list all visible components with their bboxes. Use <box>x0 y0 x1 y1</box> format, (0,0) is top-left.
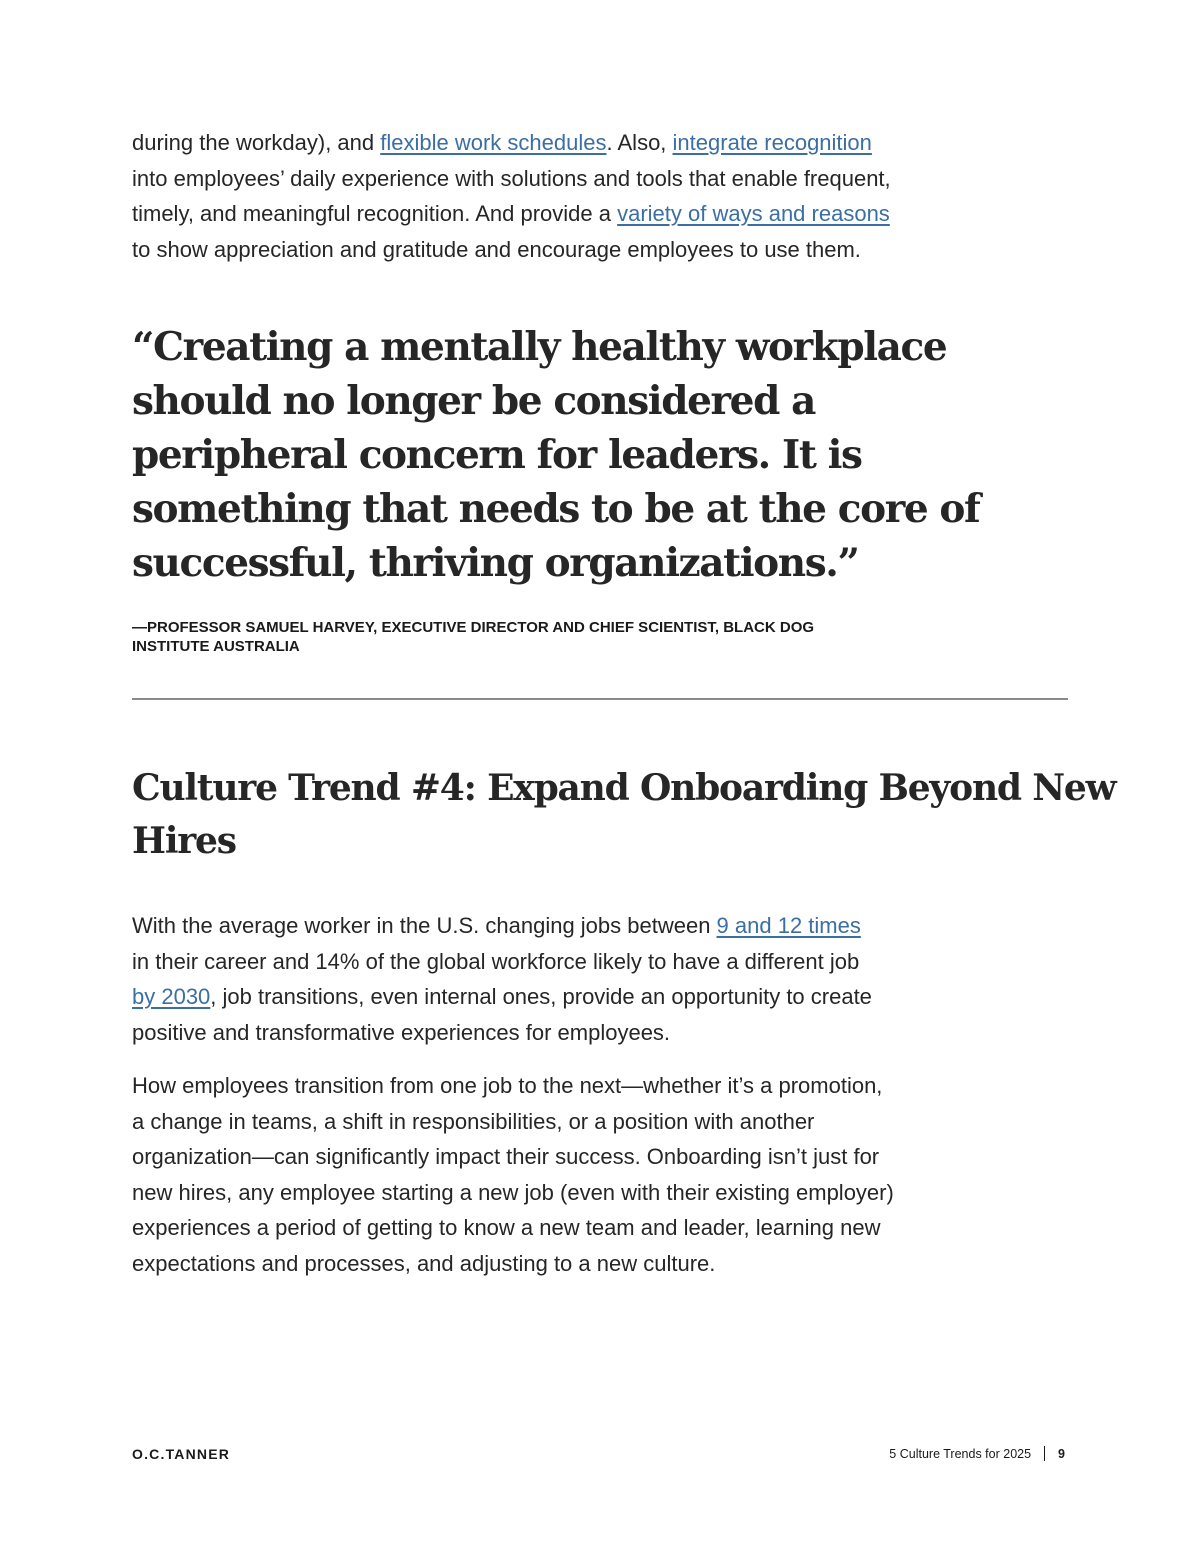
text-segment: timely, and meaningful recognition. And provide a <box>132 201 618 226</box>
intro-paragraph <box>132 125 891 267</box>
heading-line: Culture Trend #4: Expand Onboarding Beyond New <box>132 767 1116 809</box>
inline-link[interactable]: flexible work schedules <box>380 130 607 155</box>
brand-logo: O.C.TANNER <box>132 1446 231 1462</box>
quote-line: should no longer be considered a <box>132 378 815 424</box>
text-segment: into employees’ daily experience with solutions and tools that enable frequent, <box>132 165 891 191</box>
text-segment: in their career and 14% of the global workforce likely to have a different job <box>132 948 860 974</box>
document-title: 5 Culture Trends for 2025 <box>889 1446 1032 1461</box>
attribution-line: —PROFESSOR SAMUEL HARVEY, EXECUTIVE DIRECTOR AND CHIEF SCIENTIST, BLACK DOG <box>132 619 815 636</box>
quote-attribution <box>132 618 814 656</box>
page-footer <box>889 1446 1065 1461</box>
text-segment: experiences a period of getting to know a new team and leader, learning new <box>132 1215 881 1240</box>
text-segment: . Also, <box>606 130 673 155</box>
inline-link[interactable]: by 2030 <box>132 984 211 1009</box>
text-segment: new hires, any employee starting a new job (even with their existing employer) <box>132 1179 894 1205</box>
text-segment: positive and transformative experiences for employees. <box>132 1019 671 1045</box>
quote-line: peripheral concern for leaders. It is <box>132 432 862 478</box>
attribution-line: INSTITUTE AUSTRALIA <box>132 638 300 655</box>
pull-quote <box>132 320 979 590</box>
inline-link[interactable]: variety of ways and reasons <box>617 201 890 226</box>
text-segment: expectations and processes, and adjusting to a new culture. <box>132 1250 716 1276</box>
text-segment: to show appreciation and gratitude and encourage employees to use them. <box>132 236 861 262</box>
text-segment: How employees transition from one job to the next—whether it’s a promotion, <box>132 1073 883 1098</box>
job-change-paragraph <box>132 908 872 1050</box>
text-segment: , job transitions, even internal ones, provide an opportunity to create <box>210 984 872 1009</box>
quote-line: something that needs to be at the core of <box>132 486 980 532</box>
page-number: 9 <box>1058 1446 1065 1461</box>
section-heading <box>132 762 1115 868</box>
inline-link[interactable]: 9 and 12 times <box>716 913 861 938</box>
heading-line: Hires <box>132 820 236 862</box>
text-segment: during the workday), and <box>132 130 381 155</box>
transition-paragraph <box>132 1068 894 1281</box>
quote-line: successful, thriving organizations.” <box>132 540 859 586</box>
text-segment: With the average worker in the U.S. changing jobs between <box>132 913 717 938</box>
inline-link[interactable]: integrate recognition <box>672 130 872 155</box>
quote-line: “Creating a mentally healthy workplace <box>132 324 947 370</box>
text-segment: a change in teams, a shift in responsibilities, or a position with another <box>132 1108 815 1134</box>
text-segment: organization—can significantly impact their success. Onboarding isn’t just for <box>132 1144 880 1169</box>
section-divider <box>132 698 1068 700</box>
footer-separator <box>1044 1446 1045 1461</box>
